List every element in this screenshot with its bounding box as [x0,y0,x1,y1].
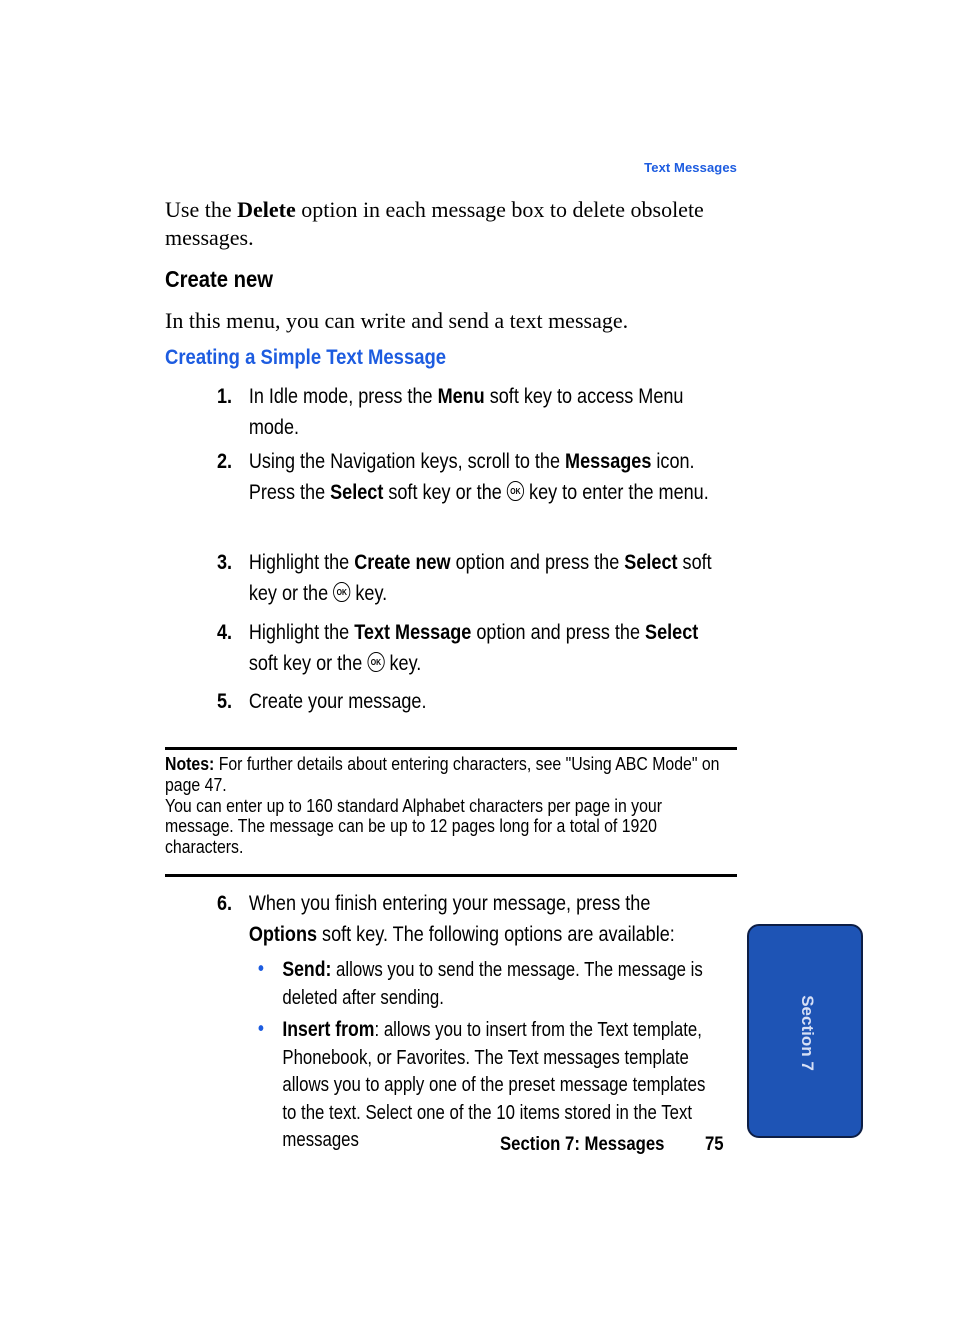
create-new-heading: Create new [165,266,273,292]
notes-top-rule [165,747,737,750]
ok-key-icon: OK [333,582,350,602]
notes-block: Notes: For further details about entering characters, see "Using ABC Mode" on page 47. You can enter up to 160 standard Alphabet characters per page in your message. The message can be up to 12 pages long for a total of 1920 characters. [165,754,720,858]
page-number: 75 [704,1134,724,1155]
running-header: Text Messages [644,160,737,175]
step-5: 5. Create your message. [217,690,427,713]
page-footer [500,1134,724,1156]
bullet-dot-icon: • [258,958,264,980]
step-4: 4. Highlight the Text Message option and press the Select soft key or the OK key. [217,621,699,675]
delete-option: Delete [237,197,296,222]
step-2: 2. Using the Navigation keys, scroll to the Messages icon. Press the Select soft key or the OK key to enter the menu. [217,450,709,504]
bullet-insert-from: • Insert from: allows you to insert from the Text template, Phonebook, or Favorites. The Text messages template allows you to apply one of the preset message templates to the text. Select one of the 10 items stored in the Text messages [258,1018,706,1151]
bullet-dot-icon: • [258,1018,264,1040]
notes-label: Notes: [165,754,215,774]
subsection-heading: Creating a Simple Text Message [165,346,447,369]
bullet-send: • Send: allows you to send the message. The message is deleted after sending. [258,958,703,1009]
step-1: 1. In Idle mode, press the Menu soft key to access Menu mode. [217,385,684,439]
ok-key-icon: OK [507,481,524,501]
ok-key-icon: OK [367,652,384,672]
intro-paragraph: Use the Delete option in each message box to delete obsolete messages. [165,197,704,250]
create-new-description: In this menu, you can write and send a text message. [165,308,629,333]
section-tab [747,924,863,1138]
notes-bottom-rule [165,874,737,877]
step-6: 6. When you finish entering your message, press the Options soft key. The following options are available: [217,892,675,946]
footer-section: Section 7: Messages [500,1134,665,1155]
step-3: 3. Highlight the Create new option and press the Select soft key or the OK key. [217,551,712,605]
section-tab-label: Section 7 [798,995,817,1071]
